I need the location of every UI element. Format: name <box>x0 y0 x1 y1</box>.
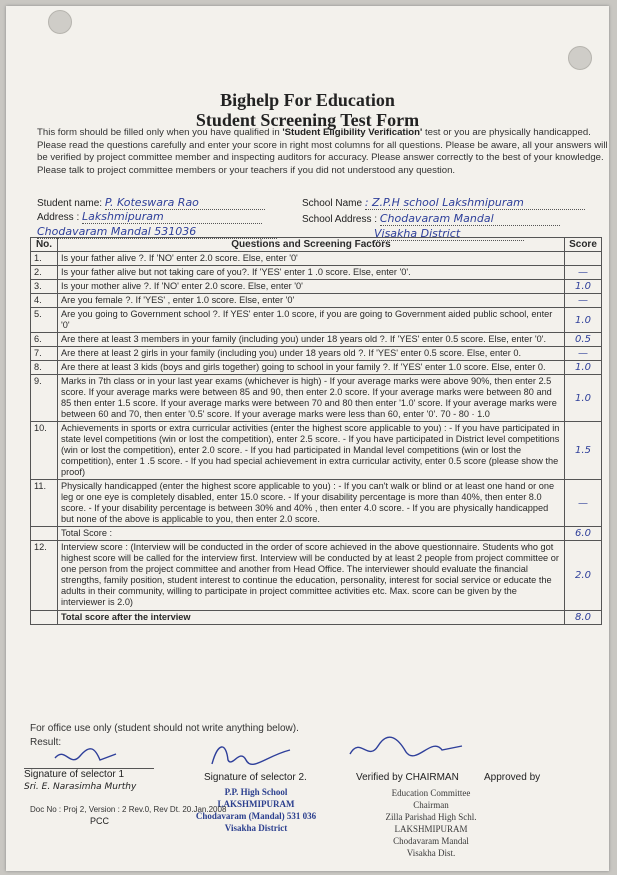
question-row <box>31 480 602 527</box>
question-number: 11. <box>31 480 58 527</box>
interview-score: 2.0 <box>565 541 602 611</box>
question-text: Are you going to Government school ?. If YES' enter 1.0 score, if you are going to Government aided public school, enter '0' <box>58 308 565 333</box>
student-name-field: Student name: P. Koteswara Rao <box>37 196 265 210</box>
selector-2-label: Signature of selector 2. <box>204 772 307 783</box>
question-row <box>31 333 602 347</box>
stamp-line: LAKSHMIPURAM <box>394 824 468 834</box>
question-number: 10. <box>31 422 58 480</box>
address-line-2: Chodavaram Mandal 531036 <box>37 225 277 239</box>
question-text: Are there at least 3 kids (boys and girls together) going to school in your family ?. If 'YES' enter 1.0 score. Else, enter 0. <box>58 361 565 375</box>
question-number: 7. <box>31 347 58 361</box>
committee-stamp <box>336 787 526 859</box>
interview-no: 12. <box>31 541 58 611</box>
question-text: Are there at least 3 members in your family (including you) under 18 years old ?. If 'YES' enter 0.5 score. Else, enter '0'. <box>58 333 565 347</box>
question-score: 1.0 <box>565 361 602 375</box>
col-no-header: No. <box>31 238 58 252</box>
question-number: 9. <box>31 375 58 422</box>
question-score: 1.0 <box>565 280 602 294</box>
question-number: 5. <box>31 308 58 333</box>
total-label: Total Score : <box>58 527 565 541</box>
form-title: Student Screening Test Form <box>195 110 420 130</box>
question-score: — <box>565 347 602 361</box>
question-row <box>31 308 602 333</box>
stamp-line: Zilla Parishad High Schl. <box>385 812 477 822</box>
stamp-line: Visakha District <box>224 823 288 833</box>
stamp-line: Education Committee <box>391 788 471 798</box>
school-address-field: School Address : Chodavaram Mandal <box>302 212 560 226</box>
question-score <box>565 252 602 266</box>
question-row <box>31 422 602 480</box>
col-score-header: Score <box>565 238 602 252</box>
selector-1-org: PCC <box>90 816 110 826</box>
stamp-line: Chairman <box>413 800 449 810</box>
question-row <box>31 252 602 266</box>
question-row <box>31 294 602 308</box>
signature-3-scribble <box>346 732 466 772</box>
question-number: 2. <box>31 266 58 280</box>
total-row <box>31 527 602 541</box>
address-field: Address : Lakshmipuram <box>37 210 262 224</box>
question-text: Is your father alive but not taking care of you?. If 'YES' enter 1 .0 score. Else, enter '0'. <box>58 266 565 280</box>
question-row <box>31 361 602 375</box>
punch-hole <box>568 46 592 70</box>
stamp-line: Chodavaram Mandal <box>393 836 469 846</box>
office-use-note: For office use only (student should not write anything below). <box>30 723 299 734</box>
question-score: 1.0 <box>565 308 602 333</box>
interview-row <box>31 541 602 611</box>
signature-2-scribble <box>206 738 296 772</box>
school-address-line-2: Visakha District <box>374 227 524 241</box>
question-row <box>31 347 602 361</box>
after-interview-score: 8.0 <box>565 611 602 625</box>
signature-1-scribble <box>50 744 120 770</box>
question-text: Marks in 7th class or in your last year exams (whichever is high) - If your average marks were above 90%, then enter 2.5 score. If your average marks were between 85 and 90, then enter 2.0 score. If your average marks were between 80 and 85 then enter 1.5 score. If your average marks were between 70 and 80 then enter '1.0' score. If your average marks were between 60 and 70, then enter '0.5' score. If your average marks were less than 60, enter '0'. 70 - 80 · 1.0 <box>58 375 565 422</box>
question-score: 0.5 <box>565 333 602 347</box>
question-text: Is your mother alive ?. If 'NO' enter 2.0 score. Else, enter '0' <box>58 280 565 294</box>
question-score: 1.5 <box>565 422 602 480</box>
instructions: This form should be filled only when you have qualified in 'Student Eligibility Verification' test or you are physically handicapped. Please read the questions carefully and enter your score in right most columns for all questions. Please be aware, all your answers will be verified by project committee member and inspecting auditors for accuracy. Please answer correctly to the best of your knowledge. Please talk to project committee members or your teachers if you did not understood any question. <box>37 127 608 176</box>
org-title: Bighelp For Education <box>220 90 395 110</box>
question-number: 3. <box>31 280 58 294</box>
approved-by-label: Approved by <box>484 772 541 783</box>
doc-number: Doc No : Proj 2, Version : 2 Rev.0, Rev Dt. 20.Jan.2008 <box>30 805 227 814</box>
question-row <box>31 266 602 280</box>
stamp-line: Chodavaram (Mandal) 531 036 <box>195 811 317 821</box>
school-name-field: School Name : Z.P.H school Lakshmipuram <box>302 196 585 210</box>
question-number: 4. <box>31 294 58 308</box>
selector-1-label: Signature of selector 1 <box>24 768 154 780</box>
question-row <box>31 280 602 294</box>
stamp-line: LAKSHMIPURAM <box>217 799 295 809</box>
punch-hole <box>48 10 72 34</box>
question-number: 6. <box>31 333 58 347</box>
screening-table <box>30 237 602 625</box>
col-questions-header: Questions and Screening Factors <box>58 238 565 252</box>
question-score: — <box>565 266 602 280</box>
question-score: — <box>565 294 602 308</box>
question-number: 8. <box>31 361 58 375</box>
question-text: Are there at least 2 girls in your family (including you) under 18 years old ?. If 'YES' enter 0.5 score. Else, enter 0. <box>58 347 565 361</box>
verified-by-label: Verified by CHAIRMAN <box>356 772 459 783</box>
after-interview-row <box>31 611 602 625</box>
question-rows <box>31 252 602 527</box>
question-text: Is your father alive ?. If 'NO' enter 2.0 score. Else, enter '0' <box>58 252 565 266</box>
stamp-line: Visakha Dist. <box>406 848 456 858</box>
after-interview-label: Total score after the interview <box>58 611 565 625</box>
selector-1-name: Sri. E. Narasimha Murthy <box>24 782 137 792</box>
question-text: Achievements in sports or extra curricular activities (enter the highest score applicable to you) : - If you have participated in state level competitions (win or lost the competition), enter 2.5 score. - If you have participated in District level competitions (win or lost the competition), enter 2.0 score. - If you had participated in Mandal level competitions (win or lost the competition), enter 1 .5 score. - If you had special achievement in extra curricular activity, enter 0.5 score (please show the proof) <box>58 422 565 480</box>
question-row <box>31 375 602 422</box>
interview-text: Interview score : (Interview will be conducted in the order of score achieved in the above questionnaire. Students who got highest score will be called for the interview first. Interview will be conducted by at least 2 people from project committee or one person from the project committee and another from Head Office. The interviewer should evaluate the financial strengths, family position, student interest to continue the education, personality, interest for social service or educate the adults in their community, willing to participate in project committee activities etc. Max. score can be given by the interviewer is 2.0) <box>58 541 565 611</box>
total-score: 6.0 <box>565 527 602 541</box>
stamp-line: P.P. High School <box>224 787 288 797</box>
question-text: Are you female ?. If 'YES' , enter 1.0 score. Else, enter '0' <box>58 294 565 308</box>
question-score: 1.0 <box>565 375 602 422</box>
question-number: 1. <box>31 252 58 266</box>
question-text: Physically handicapped (enter the highest score applicable to you) : - If you can't walk or blind or at least one hand or one leg or one eye is completely disabled, enter 15.0 score. - If your disability percentage is more than 40%, then enter 8.0 score. - If your disability percentage is between 30% and 40% , then enter 4.0 score. - If you are physically handicapped but none of the above is applicable to you, then enter 2.0 score. <box>58 480 565 527</box>
question-score: — <box>565 480 602 527</box>
form-sheet <box>6 6 609 871</box>
result-label: Result: <box>30 737 62 748</box>
